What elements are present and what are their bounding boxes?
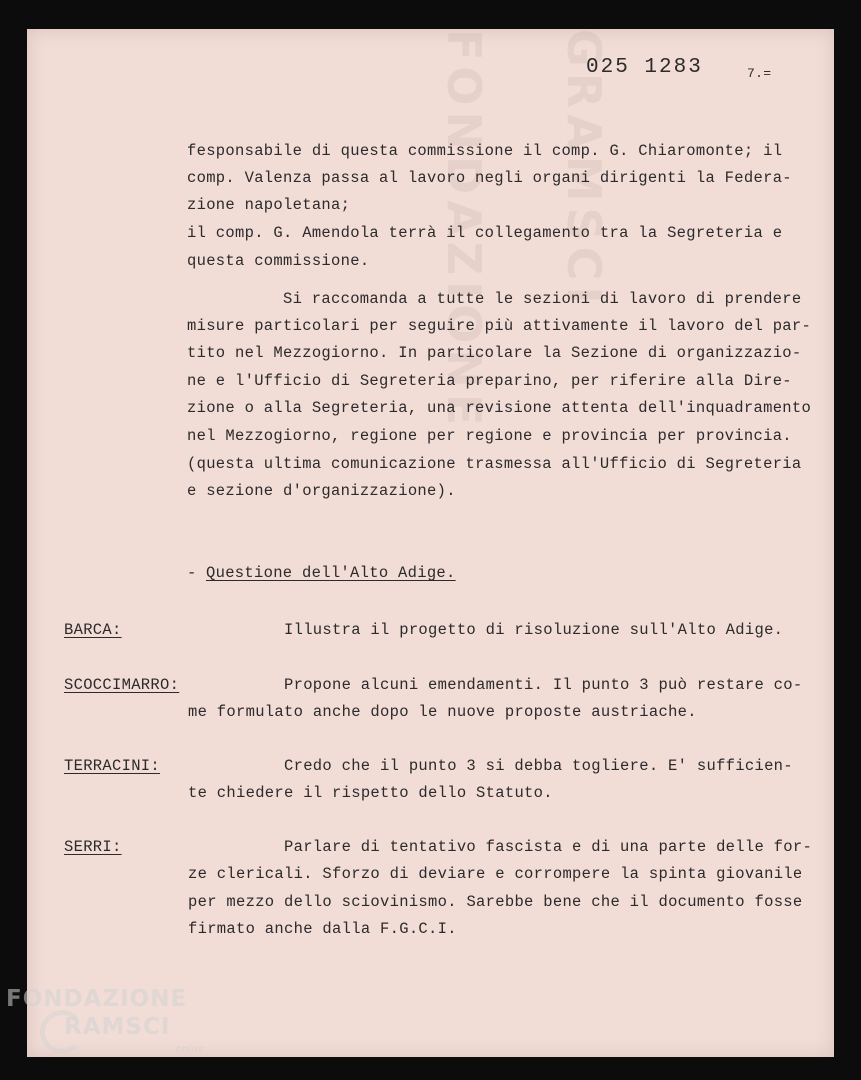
logo-text: FONDAZIONE	[6, 986, 188, 1012]
faint-stamp-watermark: FONDAZIONE	[437, 29, 491, 432]
speaker-name: TERRACINI:	[64, 757, 161, 775]
paragraph-line: Si raccomanda a tutte le sezioni di lavoro di prendere	[283, 290, 802, 308]
section-heading: Questione dell'Alto Adige.	[206, 564, 456, 582]
paragraph-line: nel Mezzogiorno, regione per regione e provincia per provincia.	[187, 427, 792, 445]
paragraph-line: tito nel Mezzogiorno. In particolare la Sezione di organizzazio-	[187, 344, 802, 362]
speaker-text-line: firmato anche dalla F.G.C.I.	[188, 920, 457, 938]
logo-text: RAMSCI	[64, 1014, 171, 1040]
paragraph-line: il comp. G. Amendola terrà il collegamento tra la Segreteria e	[187, 224, 783, 242]
fondazione-gramsci-logo	[6, 986, 216, 1066]
paragraph-line: questa commissione.	[187, 252, 370, 270]
speaker-text-line: Illustra il progetto di risoluzione sull'Alto Adige.	[284, 621, 784, 639]
document-number: 025 1283	[586, 56, 703, 79]
logo-subtext: onlus	[176, 1044, 203, 1055]
faint-stamp-watermark: GRAMSCI	[557, 29, 611, 310]
speaker-text-line: Propone alcuni emendamenti. Il punto 3 può restare co-	[284, 676, 803, 694]
speaker-name: BARCA:	[64, 621, 122, 639]
paragraph-line: comp. Valenza passa al lavoro negli organi dirigenti la Federa-	[187, 169, 792, 187]
speaker-text-line: Credo che il punto 3 si debba togliere. E' sufficien-	[284, 757, 793, 775]
speaker-name: SCOCCIMARRO:	[64, 676, 180, 694]
page-number: 7.=	[747, 66, 772, 81]
paragraph-line: zione o alla Segreteria, una revisione attenta dell'inquadramento	[187, 399, 812, 417]
paragraph-line: misure particolari per seguire più attivamente il lavoro del par-	[187, 317, 812, 335]
speaker-text-line: me formulato anche dopo le nuove proposte austriache.	[188, 703, 697, 721]
section-dash: -	[187, 564, 197, 582]
speaker-text-line: ze clericali. Sforzo di deviare e corrompere la spinta giovanile	[188, 865, 803, 883]
paragraph-line: zione napoletana;	[187, 196, 351, 214]
paragraph-line: (questa ultima comunicazione trasmessa all'Ufficio di Segreteria	[187, 455, 802, 473]
paragraph-line: fesponsabile di questa commissione il comp. G. Chiaromonte; il	[187, 142, 783, 160]
speaker-text-line: te chiedere il rispetto dello Statuto.	[188, 784, 553, 802]
paragraph-line: e sezione d'organizzazione).	[187, 482, 456, 500]
paragraph-line: ne e l'Ufficio di Segreteria preparino, per riferire alla Dire-	[187, 372, 792, 390]
speaker-text-line: Parlare di tentativo fascista e di una parte delle for-	[284, 838, 813, 856]
speaker-text-line: per mezzo dello sciovinismo. Sarebbe bene che il documento fosse	[188, 893, 803, 911]
speaker-name: SERRI:	[64, 838, 122, 856]
